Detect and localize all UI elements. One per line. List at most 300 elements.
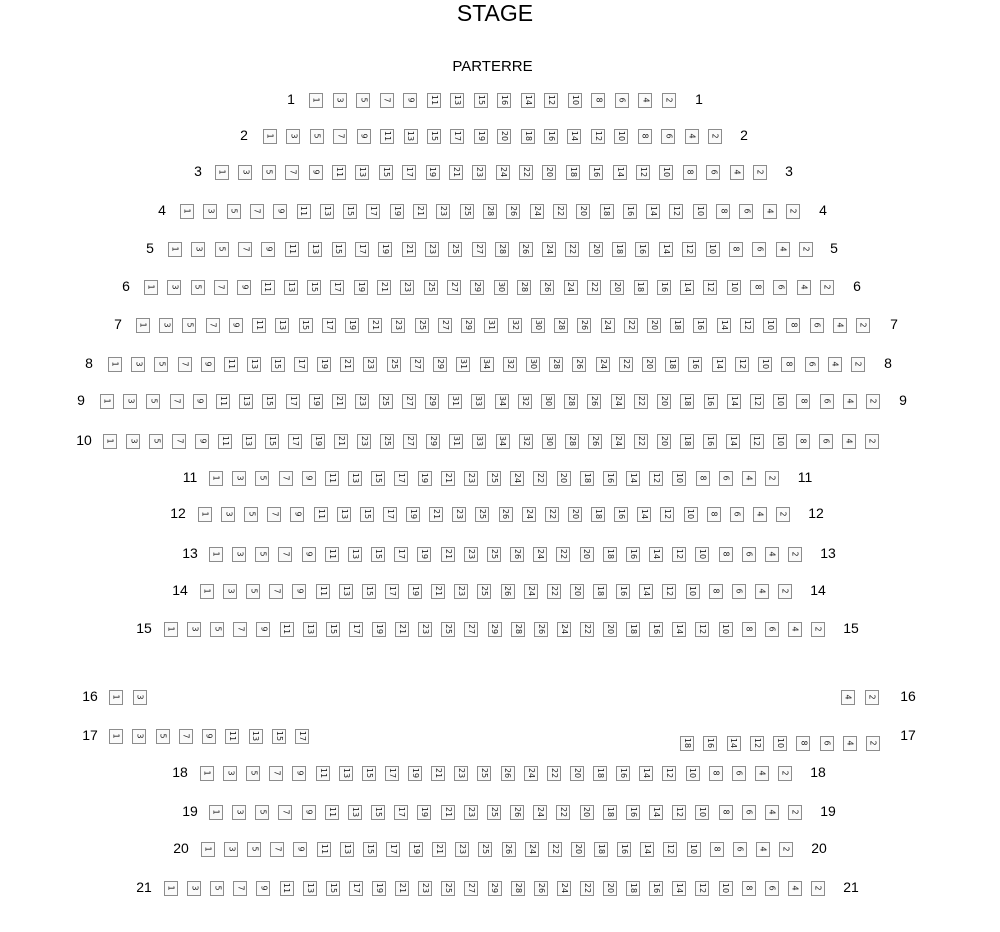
seat[interactable] [355, 165, 369, 180]
seat[interactable] [210, 881, 224, 896]
seat[interactable] [680, 280, 694, 295]
seat[interactable] [649, 805, 663, 820]
seat[interactable] [339, 766, 353, 781]
seat[interactable] [256, 622, 270, 637]
seat[interactable] [519, 165, 533, 180]
seat[interactable] [272, 729, 286, 744]
seat[interactable] [519, 242, 533, 257]
seat[interactable] [362, 766, 376, 781]
seat[interactable] [672, 881, 686, 896]
seat[interactable] [843, 394, 857, 409]
seat[interactable] [626, 622, 640, 637]
seat[interactable] [426, 165, 440, 180]
seat[interactable] [149, 434, 163, 449]
seat[interactable] [354, 280, 368, 295]
seat[interactable] [626, 471, 640, 486]
seat[interactable] [198, 507, 212, 522]
seat[interactable] [639, 584, 653, 599]
seat[interactable] [695, 881, 709, 896]
seat[interactable] [542, 242, 556, 257]
seat[interactable] [494, 280, 508, 295]
seat[interactable] [233, 622, 247, 637]
seat[interactable] [765, 547, 779, 562]
seat[interactable] [380, 129, 394, 144]
seat[interactable] [379, 394, 393, 409]
seat[interactable] [201, 842, 215, 857]
seat[interactable] [695, 622, 709, 637]
seat[interactable] [657, 280, 671, 295]
seat[interactable] [524, 584, 538, 599]
seat[interactable] [495, 242, 509, 257]
seat[interactable] [404, 129, 418, 144]
seat[interactable] [735, 357, 749, 372]
seat[interactable] [484, 318, 498, 333]
seat[interactable] [109, 729, 123, 744]
seat[interactable] [534, 881, 548, 896]
seat[interactable] [661, 129, 675, 144]
seat[interactable] [355, 394, 369, 409]
seat[interactable] [680, 434, 694, 449]
seat[interactable] [544, 93, 558, 108]
seat[interactable] [386, 842, 400, 857]
seat[interactable] [269, 766, 283, 781]
seat[interactable] [709, 766, 723, 781]
seat[interactable] [332, 242, 346, 257]
seat[interactable] [753, 165, 767, 180]
seat[interactable] [322, 318, 336, 333]
seat[interactable] [496, 434, 510, 449]
seat[interactable] [613, 165, 627, 180]
seat[interactable] [533, 805, 547, 820]
seat[interactable] [611, 434, 625, 449]
seat[interactable] [286, 129, 300, 144]
seat[interactable] [483, 204, 497, 219]
seat[interactable] [710, 842, 724, 857]
seat[interactable] [568, 507, 582, 522]
seat[interactable] [657, 434, 671, 449]
seat[interactable] [487, 805, 501, 820]
seat[interactable] [750, 280, 764, 295]
seat[interactable] [340, 357, 354, 372]
seat[interactable] [727, 280, 741, 295]
seat[interactable] [448, 394, 462, 409]
seat[interactable] [244, 507, 258, 522]
seat[interactable] [603, 547, 617, 562]
seat[interactable] [709, 584, 723, 599]
seat[interactable] [302, 805, 316, 820]
seat[interactable] [670, 318, 684, 333]
seat[interactable] [214, 280, 228, 295]
seat[interactable] [413, 204, 427, 219]
seat[interactable] [377, 280, 391, 295]
seat[interactable] [727, 394, 741, 409]
seat[interactable] [464, 471, 478, 486]
seat[interactable] [580, 881, 594, 896]
seat[interactable] [841, 690, 855, 705]
seat[interactable] [417, 805, 431, 820]
seat[interactable] [348, 547, 362, 562]
seat[interactable] [100, 394, 114, 409]
seat[interactable] [518, 394, 532, 409]
seat[interactable] [278, 805, 292, 820]
seat[interactable] [828, 357, 842, 372]
seat[interactable] [216, 394, 230, 409]
seat[interactable] [603, 622, 617, 637]
seat[interactable] [311, 434, 325, 449]
seat[interactable] [719, 881, 733, 896]
seat[interactable] [501, 584, 515, 599]
seat[interactable] [779, 842, 793, 857]
seat[interactable] [403, 93, 417, 108]
seat[interactable] [131, 357, 145, 372]
seat[interactable] [372, 622, 386, 637]
seat[interactable] [278, 547, 292, 562]
seat[interactable] [417, 547, 431, 562]
seat[interactable] [662, 766, 676, 781]
seat[interactable] [508, 318, 522, 333]
seat[interactable] [308, 242, 322, 257]
seat[interactable] [672, 547, 686, 562]
seat[interactable] [303, 881, 317, 896]
seat[interactable] [593, 766, 607, 781]
seat[interactable] [786, 204, 800, 219]
seat[interactable] [719, 471, 733, 486]
seat[interactable] [349, 881, 363, 896]
seat[interactable] [406, 507, 420, 522]
seat[interactable] [773, 394, 787, 409]
seat[interactable] [616, 766, 630, 781]
seat[interactable] [438, 318, 452, 333]
seat[interactable] [238, 165, 252, 180]
seat[interactable] [408, 766, 422, 781]
seat[interactable] [635, 242, 649, 257]
seat[interactable] [402, 242, 416, 257]
seat[interactable] [203, 204, 217, 219]
seat[interactable] [866, 736, 880, 751]
seat[interactable] [334, 434, 348, 449]
seat[interactable] [427, 129, 441, 144]
seat[interactable] [495, 394, 509, 409]
seat[interactable] [247, 357, 261, 372]
seat[interactable] [250, 204, 264, 219]
seat[interactable] [781, 357, 795, 372]
seat[interactable] [521, 129, 535, 144]
seat[interactable] [415, 318, 429, 333]
seat[interactable] [426, 434, 440, 449]
seat[interactable] [511, 881, 525, 896]
seat[interactable] [659, 165, 673, 180]
seat[interactable] [727, 736, 741, 751]
seat[interactable] [796, 394, 810, 409]
seat[interactable] [547, 584, 561, 599]
seat[interactable] [247, 842, 261, 857]
seat[interactable] [200, 584, 214, 599]
seat[interactable] [187, 881, 201, 896]
seat[interactable] [672, 471, 686, 486]
seat[interactable] [557, 471, 571, 486]
seat[interactable] [540, 280, 554, 295]
seat[interactable] [441, 471, 455, 486]
seat[interactable] [556, 805, 570, 820]
seat[interactable] [570, 584, 584, 599]
seat[interactable] [805, 357, 819, 372]
seat[interactable] [612, 242, 626, 257]
seat[interactable] [109, 690, 123, 705]
seat[interactable] [704, 394, 718, 409]
seat[interactable] [408, 584, 422, 599]
seat[interactable] [218, 434, 232, 449]
seat[interactable] [449, 434, 463, 449]
seat[interactable] [232, 547, 246, 562]
seat[interactable] [730, 165, 744, 180]
seat[interactable] [391, 318, 405, 333]
seat[interactable] [542, 165, 556, 180]
seat[interactable] [279, 471, 293, 486]
seat[interactable] [541, 394, 555, 409]
seat[interactable] [856, 318, 870, 333]
seat[interactable] [263, 129, 277, 144]
seat[interactable] [172, 434, 186, 449]
seat[interactable] [719, 805, 733, 820]
seat[interactable] [246, 584, 260, 599]
seat[interactable] [685, 129, 699, 144]
seat[interactable] [649, 622, 663, 637]
seat[interactable] [474, 93, 488, 108]
seat[interactable] [363, 357, 377, 372]
seat[interactable] [471, 394, 485, 409]
seat[interactable] [773, 736, 787, 751]
seat[interactable] [580, 471, 594, 486]
seat[interactable] [811, 622, 825, 637]
seat[interactable] [683, 165, 697, 180]
seat[interactable] [187, 622, 201, 637]
seat[interactable] [206, 318, 220, 333]
seat[interactable] [522, 507, 536, 522]
seat[interactable] [333, 129, 347, 144]
seat[interactable] [763, 204, 777, 219]
seat[interactable] [796, 434, 810, 449]
seat[interactable] [164, 622, 178, 637]
seat[interactable] [256, 881, 270, 896]
seat[interactable] [688, 357, 702, 372]
seat[interactable] [302, 471, 316, 486]
seat[interactable] [403, 434, 417, 449]
seat[interactable] [275, 318, 289, 333]
seat[interactable] [146, 394, 160, 409]
seat[interactable] [758, 357, 772, 372]
seat[interactable] [730, 507, 744, 522]
seat[interactable] [355, 242, 369, 257]
seat[interactable] [773, 280, 787, 295]
seat[interactable] [510, 547, 524, 562]
seat[interactable] [533, 547, 547, 562]
seat[interactable] [742, 471, 756, 486]
seat[interactable] [707, 507, 721, 522]
seat[interactable] [594, 842, 608, 857]
seat[interactable] [600, 204, 614, 219]
seat[interactable] [788, 881, 802, 896]
seat[interactable] [686, 766, 700, 781]
seat[interactable] [487, 471, 501, 486]
seat[interactable] [356, 93, 370, 108]
seat[interactable] [571, 842, 585, 857]
seat[interactable] [703, 280, 717, 295]
seat[interactable] [447, 280, 461, 295]
seat[interactable] [441, 881, 455, 896]
seat[interactable] [132, 729, 146, 744]
seat[interactable] [708, 129, 722, 144]
seat[interactable] [472, 165, 486, 180]
seat[interactable] [349, 622, 363, 637]
seat[interactable] [195, 434, 209, 449]
seat[interactable] [521, 93, 535, 108]
seat[interactable] [302, 547, 316, 562]
seat[interactable] [380, 434, 394, 449]
seat[interactable] [224, 357, 238, 372]
seat[interactable] [662, 584, 676, 599]
seat[interactable] [778, 766, 792, 781]
seat[interactable] [649, 471, 663, 486]
seat[interactable] [557, 881, 571, 896]
seat[interactable] [464, 547, 478, 562]
seat[interactable] [371, 471, 385, 486]
seat[interactable] [237, 280, 251, 295]
seat[interactable] [293, 842, 307, 857]
seat[interactable] [215, 165, 229, 180]
seat[interactable] [843, 736, 857, 751]
seat[interactable] [402, 394, 416, 409]
seat[interactable] [649, 881, 663, 896]
seat[interactable] [179, 729, 193, 744]
seat[interactable] [225, 729, 239, 744]
seat[interactable] [703, 434, 717, 449]
seat[interactable] [450, 93, 464, 108]
seat[interactable] [657, 394, 671, 409]
seat[interactable] [360, 507, 374, 522]
seat[interactable] [221, 507, 235, 522]
seat[interactable] [224, 842, 238, 857]
seat[interactable] [565, 434, 579, 449]
seat[interactable] [394, 547, 408, 562]
seat[interactable] [634, 280, 648, 295]
seat[interactable] [554, 318, 568, 333]
seat[interactable] [108, 357, 122, 372]
seat[interactable] [310, 129, 324, 144]
seat[interactable] [637, 507, 651, 522]
seat[interactable] [542, 434, 556, 449]
seat[interactable] [317, 842, 331, 857]
seat[interactable] [395, 622, 409, 637]
seat[interactable] [488, 622, 502, 637]
seat[interactable] [262, 165, 276, 180]
seat[interactable] [460, 204, 474, 219]
seat[interactable] [215, 242, 229, 257]
seat[interactable] [750, 434, 764, 449]
seat[interactable] [326, 881, 340, 896]
seat[interactable] [755, 584, 769, 599]
seat[interactable] [178, 357, 192, 372]
seat[interactable] [580, 622, 594, 637]
seat[interactable] [441, 805, 455, 820]
seat[interactable] [371, 547, 385, 562]
seat[interactable] [510, 471, 524, 486]
seat[interactable] [687, 842, 701, 857]
seat[interactable] [776, 507, 790, 522]
seat[interactable] [330, 280, 344, 295]
seat[interactable] [742, 622, 756, 637]
seat[interactable] [470, 280, 484, 295]
seat[interactable] [167, 280, 181, 295]
seat[interactable] [487, 547, 501, 562]
seat[interactable] [394, 471, 408, 486]
seat[interactable] [580, 547, 594, 562]
seat[interactable] [662, 93, 676, 108]
seat[interactable] [286, 394, 300, 409]
seat[interactable] [647, 318, 661, 333]
seat[interactable] [418, 881, 432, 896]
seat[interactable] [511, 622, 525, 637]
seat[interactable] [719, 547, 733, 562]
seat[interactable] [565, 242, 579, 257]
seat[interactable] [865, 434, 879, 449]
seat[interactable] [378, 242, 392, 257]
seat[interactable] [726, 434, 740, 449]
seat[interactable] [842, 434, 856, 449]
seat[interactable] [144, 280, 158, 295]
seat[interactable] [292, 766, 306, 781]
seat[interactable] [695, 547, 709, 562]
seat[interactable] [368, 318, 382, 333]
seat[interactable] [499, 507, 513, 522]
seat[interactable] [568, 93, 582, 108]
seat[interactable] [262, 394, 276, 409]
seat[interactable] [223, 766, 237, 781]
seat[interactable] [239, 394, 253, 409]
seat[interactable] [472, 434, 486, 449]
seat[interactable] [477, 766, 491, 781]
seat[interactable] [553, 204, 567, 219]
seat[interactable] [833, 318, 847, 333]
seat[interactable] [191, 280, 205, 295]
seat[interactable] [103, 434, 117, 449]
seat[interactable] [576, 204, 590, 219]
seat[interactable] [464, 881, 478, 896]
seat[interactable] [819, 434, 833, 449]
seat[interactable] [739, 204, 753, 219]
seat[interactable] [455, 842, 469, 857]
seat[interactable] [660, 507, 674, 522]
seat[interactable] [394, 805, 408, 820]
seat[interactable] [517, 280, 531, 295]
seat[interactable] [271, 357, 285, 372]
seat[interactable] [309, 93, 323, 108]
seat[interactable] [441, 547, 455, 562]
seat[interactable] [593, 584, 607, 599]
seat[interactable] [567, 129, 581, 144]
seat[interactable] [706, 242, 720, 257]
seat[interactable] [556, 547, 570, 562]
seat[interactable] [564, 280, 578, 295]
seat[interactable] [649, 547, 663, 562]
seat[interactable] [450, 129, 464, 144]
seat[interactable] [366, 204, 380, 219]
seat[interactable] [448, 242, 462, 257]
seat[interactable] [820, 280, 834, 295]
seat[interactable] [480, 357, 494, 372]
seat[interactable] [379, 165, 393, 180]
seat[interactable] [577, 318, 591, 333]
seat[interactable] [409, 842, 423, 857]
